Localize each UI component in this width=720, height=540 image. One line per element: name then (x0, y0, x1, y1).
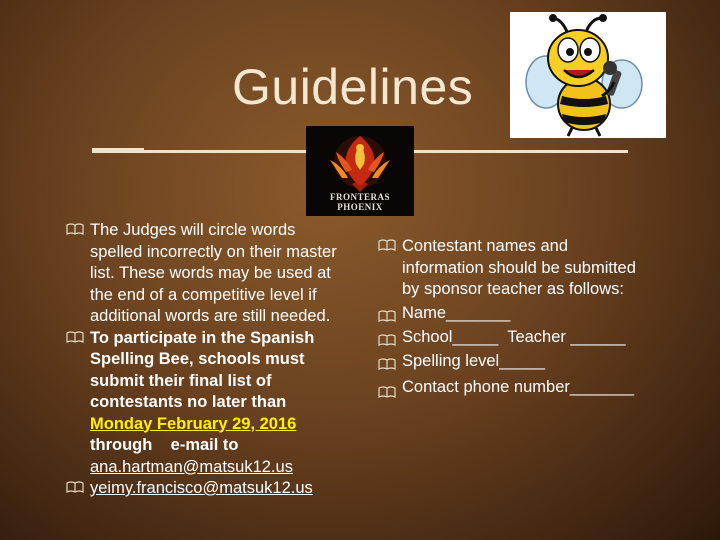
book-bullet-icon (378, 380, 396, 394)
contestants-line-1: Contestant names and (402, 237, 569, 255)
form-item-school (378, 325, 678, 349)
email-link-yeimy[interactable]: yeimy.francisco@matsuk12.us (90, 479, 313, 497)
book-bullet-icon (378, 330, 396, 344)
book-bullet-icon (66, 330, 84, 344)
book-bullet-icon (378, 238, 396, 252)
participate-line-3: submit their final list of (90, 371, 272, 390)
left-bullet-participate (66, 328, 366, 479)
email-link-ana[interactable]: ana.hartman@matsuk12.us (90, 457, 293, 476)
left-bullet-judges (66, 220, 366, 328)
participate-line-4: contestants no later than (90, 393, 287, 411)
form-item-level (378, 349, 678, 373)
judges-line-3: list. These words may be used at (90, 264, 331, 282)
contestants-line-3: by sponsor teacher as follows: (402, 280, 624, 298)
participate-line-2: Spelling Bee, schools must (90, 350, 305, 368)
form-item-phone (378, 373, 678, 401)
form-item-phone-text: Contact phone number_______ (402, 378, 635, 397)
book-bullet-icon (66, 222, 84, 236)
participate-line-1: To participate in the Spanish (90, 328, 315, 347)
form-item-name-text: Name_______ (402, 303, 511, 322)
form-item-school-text: School_____ Teacher ______ (402, 327, 626, 346)
slide-title: Guidelines (232, 59, 474, 115)
judges-line-1: The Judges will circle words (90, 221, 296, 239)
logo-text-top: FRONTERAS (329, 192, 390, 202)
book-bullet-icon (378, 354, 396, 368)
judges-line-5: additional words are still needed. (90, 307, 331, 325)
contestants-line-2: information should be submitted (402, 258, 636, 277)
phoenix-logo (306, 126, 414, 216)
form-item-name (378, 301, 678, 325)
left-bullet-email (66, 478, 366, 500)
bee-mascot-image (510, 12, 666, 138)
form-item-level-text: Spelling level_____ (402, 351, 546, 370)
book-bullet-icon (66, 480, 84, 494)
right-column (378, 236, 678, 401)
book-bullet-icon (378, 306, 396, 320)
deadline-date: Monday February 29, 2016 (90, 414, 297, 433)
right-bullet-contestants (378, 236, 678, 301)
title-rule-left (92, 150, 306, 153)
title-rule-right (414, 150, 628, 153)
logo-text-bottom: PHOENIX (337, 202, 383, 212)
through-email-text: through e-mail to (90, 436, 239, 454)
judges-line-2: spelled incorrectly on their master (90, 242, 337, 261)
judges-line-4: the end of a competitive level if (90, 285, 317, 304)
left-column (66, 220, 366, 500)
